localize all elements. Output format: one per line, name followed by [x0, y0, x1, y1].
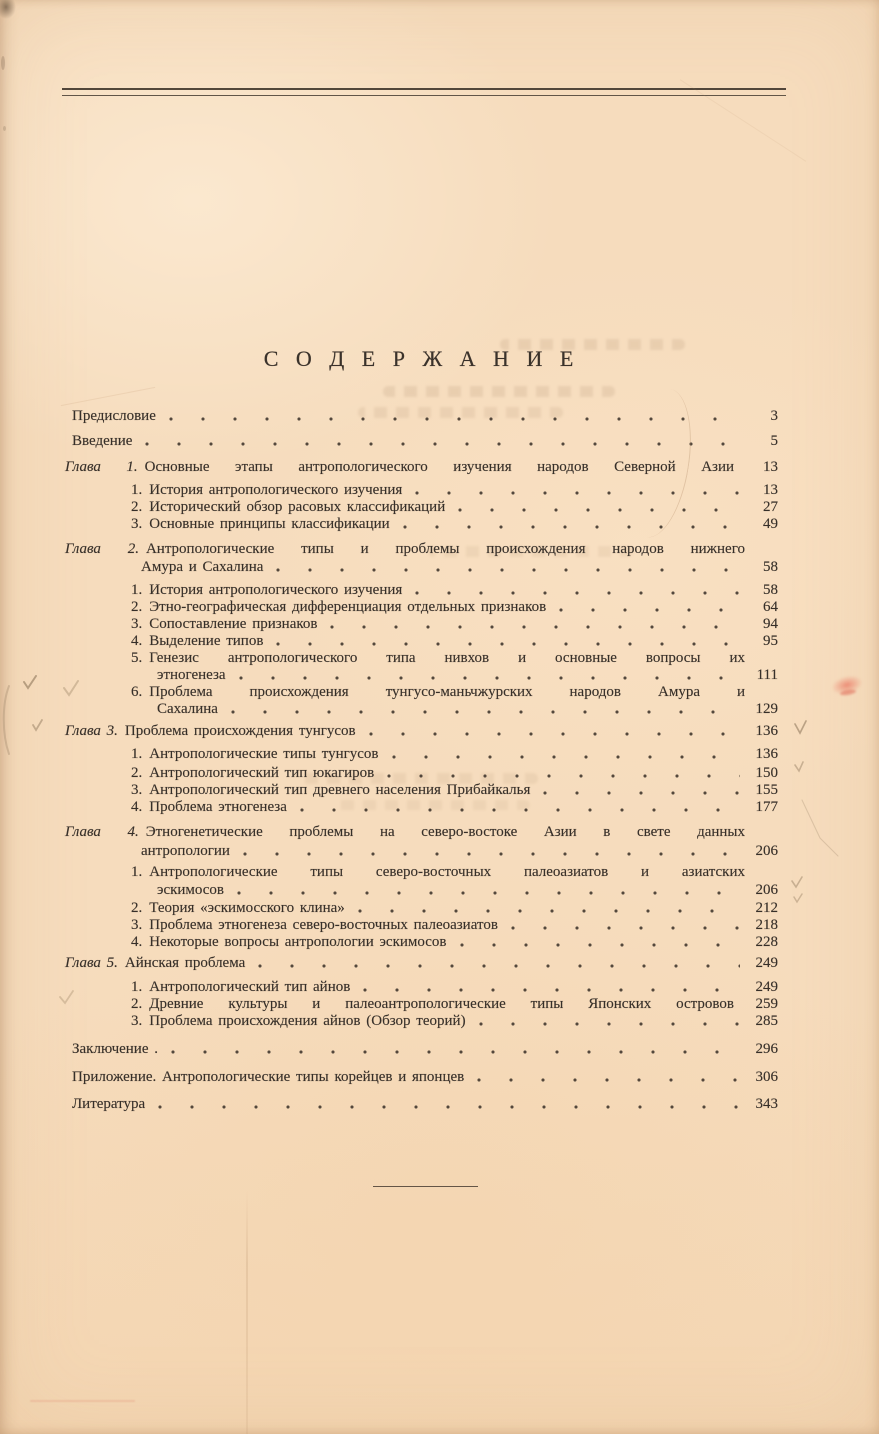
dot-leader — [239, 667, 740, 684]
toc-entry-text: Этногенетические проблемы на северо-востоке Азии в свете данных — [145, 824, 745, 840]
page-number: 228 — [755, 934, 778, 950]
pencil-paren-mark — [0, 684, 12, 756]
toc-entry — [65, 1069, 778, 1086]
page-number: 95 — [763, 633, 778, 649]
dot-leader — [511, 917, 740, 934]
toc-entry-text: Исторический обзор расовых классификаций — [149, 499, 446, 515]
toc-entry-label: 4. — [131, 934, 143, 950]
toc-entry-text: История антропологического изучения — [149, 582, 403, 598]
toc-entry-label: 3. — [131, 917, 143, 933]
page-number: 136 — [755, 723, 778, 739]
ink-bleed-artifact — [500, 339, 685, 350]
corner-stain — [0, 0, 16, 19]
toc-entry-label: 4. — [131, 799, 143, 815]
toc-entry — [65, 1096, 778, 1113]
faint-scratch — [30, 1400, 135, 1402]
toc-entry — [65, 701, 778, 718]
toc-entry-text: Антропологические типы северо-восточных палеоазиатов и азиатских — [149, 864, 745, 880]
toc-entry — [65, 979, 778, 996]
pencil-check-mark — [793, 761, 805, 773]
toc-entry — [65, 843, 778, 860]
dot-leader — [258, 955, 740, 972]
toc-entry-label: 3. — [131, 616, 143, 632]
toc-entry — [65, 782, 778, 799]
toc-entry — [65, 684, 778, 701]
toc-entry-text: Проблема происхождения тунгусо-маньчжурских народов Амура и — [149, 684, 745, 700]
toc-entry-label: 1. — [131, 746, 143, 762]
toc-entry-text: Генезис антропологического типа нивхов и основные вопросы их — [149, 650, 745, 666]
toc-entry-label: 1. — [131, 864, 143, 880]
toc-entry-label: 4. — [131, 633, 143, 649]
toc-entry-text: Этно-географическая дифференциация отдельных признаков — [149, 599, 547, 615]
paper-crease — [61, 387, 155, 406]
page-number: 136 — [755, 746, 778, 762]
page-number: 206 — [755, 882, 778, 898]
dot-leader — [403, 516, 740, 533]
toc-entry-label: Глава 2. — [65, 541, 139, 557]
toc-entry — [65, 599, 778, 616]
toc-entry-label: 2. — [131, 900, 143, 916]
toc-entry-text: Введение — [72, 433, 133, 449]
dot-leader — [387, 765, 740, 782]
page-number: 49 — [763, 516, 778, 532]
toc-entry-label: 5. — [131, 650, 143, 666]
toc-entry-label: 1. — [131, 979, 143, 995]
page-number: 306 — [755, 1069, 778, 1085]
dot-leader — [171, 1041, 740, 1058]
toc-entry-label: 2. — [131, 499, 143, 515]
dot-leader — [479, 1013, 740, 1030]
pencil-check-mark — [793, 720, 808, 735]
page-number: 249 — [755, 979, 778, 995]
toc-entry — [65, 667, 778, 684]
toc-entry — [65, 996, 778, 1013]
dot-leader — [276, 559, 740, 576]
page-title: С О Д Е Р Ж А Н И Е — [263, 346, 580, 371]
dot-leader — [363, 979, 740, 996]
toc-entry — [65, 559, 778, 576]
pencil-check-mark — [790, 876, 804, 889]
toc-entry-label: 1. — [131, 582, 143, 598]
toc-entry-text: Приложение. Антропологические типы корейцев и японцев — [72, 1069, 465, 1085]
pencil-check-mark — [62, 679, 80, 697]
toc-entry-label: 2. — [131, 765, 143, 781]
toc-entry-text: Антропологические типы и проблемы происхождения народов нижнего — [145, 541, 745, 557]
toc-entry-text: Основные принципы классификации — [149, 516, 390, 532]
toc-entry-label: 3. — [131, 516, 143, 532]
toc-entry — [65, 723, 778, 740]
pencil-check-mark — [792, 893, 804, 904]
page-number: 285 — [755, 1013, 778, 1029]
toc-entry — [65, 746, 778, 763]
page-number: 212 — [755, 900, 778, 916]
dot-leader — [243, 843, 740, 860]
dot-leader — [158, 1096, 740, 1113]
page-number: 343 — [755, 1096, 778, 1112]
header-double-rule — [62, 88, 786, 96]
toc-entry-text: Сахалина — [157, 701, 218, 717]
toc-entry-text: Теория «эскимосского клина» — [149, 900, 345, 916]
dot-leader — [392, 746, 740, 763]
edge-speck — [1, 56, 5, 70]
toc-entry-text: Проблема происхождения айнов (Обзор теорий) — [149, 1013, 466, 1029]
toc-entry-label: Глава 4. — [65, 824, 139, 840]
page-number: 296 — [755, 1041, 778, 1057]
dot-leader — [231, 701, 740, 718]
page-number: 27 — [763, 499, 778, 515]
page-number: 13 — [763, 482, 778, 498]
dot-leader — [415, 582, 740, 599]
toc-entry-text: Выделение типов — [149, 633, 264, 649]
dot-leader — [559, 599, 740, 616]
toc-entry-text: Некоторые вопросы антропологии эскимосов — [149, 934, 447, 950]
page-number: 3 — [770, 408, 778, 424]
ink-bleed-artifact — [383, 386, 615, 397]
toc-entry — [65, 864, 778, 881]
toc-entry — [65, 900, 778, 917]
dot-leader — [415, 482, 740, 499]
pencil-check-mark — [58, 990, 75, 1005]
dot-leader — [276, 633, 740, 650]
page-number: 58 — [763, 582, 778, 598]
pencil-check-mark — [31, 719, 44, 732]
toc-entry-label: 2. — [131, 599, 143, 615]
dot-leader — [458, 499, 740, 516]
toc-entry-text: Литература — [72, 1096, 146, 1112]
edge-speck — [3, 126, 6, 131]
toc-entry-text: антропологии — [141, 843, 230, 859]
toc-entry — [65, 882, 778, 899]
toc-entry — [65, 616, 778, 633]
page-number: 129 — [755, 701, 778, 717]
toc-entry-label: Глава 1. — [65, 459, 138, 475]
toc-entry-text: Проблема происхождения тунгусов — [124, 723, 356, 739]
page-number: 155 — [755, 782, 778, 798]
dot-leader — [543, 782, 740, 799]
toc-entry-label: Глава 3. — [65, 723, 118, 739]
toc-entry-text: Сопоставление признаков — [149, 616, 318, 632]
toc-entry-label: 3. — [131, 1013, 143, 1029]
toc-entry — [65, 541, 778, 558]
page-number: 13 — [763, 459, 778, 475]
end-rule — [373, 1186, 478, 1187]
toc-entry — [65, 1013, 778, 1030]
toc-entry-text: Проблема этногенеза северо-восточных палеоазиатов — [149, 917, 498, 933]
toc-entry — [65, 1041, 778, 1058]
toc-entry — [65, 955, 778, 972]
toc-entry-label: Глава 5. — [65, 955, 118, 971]
dot-leader — [358, 900, 740, 917]
toc-entry-text: История антропологического изучения — [149, 482, 403, 498]
page-number: 150 — [755, 765, 778, 781]
toc-entry — [65, 633, 778, 650]
toc-entry-label: 2. — [131, 996, 143, 1012]
page-number: 94 — [763, 616, 778, 632]
toc-entry — [65, 650, 778, 667]
toc-entry — [65, 765, 778, 782]
toc-entry — [65, 799, 778, 816]
page-number: 64 — [763, 599, 778, 615]
page-number: 5 — [770, 433, 778, 449]
page-number: 177 — [755, 799, 778, 815]
toc-entry — [65, 917, 778, 934]
dot-leader — [460, 934, 741, 951]
dot-leader — [477, 1069, 740, 1086]
toc-entry-text: Проблема этногенеза — [149, 799, 287, 815]
page-number: 259 — [755, 996, 778, 1012]
toc-entry-text: этногенеза — [157, 667, 226, 683]
toc-entry — [65, 934, 778, 951]
paper-crease — [246, 1190, 248, 1434]
dot-leader — [237, 882, 740, 899]
toc-entry-text: Предисловие — [72, 408, 156, 424]
pencil-scratch — [800, 798, 840, 858]
toc-entry-text: Айнская проблема — [124, 955, 246, 971]
toc-entry-text: Заключение . — [72, 1041, 158, 1057]
page-number: 58 — [763, 559, 778, 575]
dot-leader — [369, 723, 740, 740]
toc-entry-text: Антропологический тип айнов — [149, 979, 351, 995]
toc-entry-text: Древние культуры и палеоантропологические типы Японских островов — [149, 996, 734, 1012]
page-number: 206 — [755, 843, 778, 859]
page-number: 249 — [755, 955, 778, 971]
dot-leader — [330, 616, 740, 633]
toc-entry-text: Амура и Сахалина — [141, 559, 264, 575]
toc-entry-label: 1. — [131, 482, 143, 498]
dot-leader — [300, 799, 740, 816]
toc-entry-text: Основные этапы антропологического изучения народов Северной Азии — [144, 459, 735, 475]
page-number: 111 — [756, 667, 778, 683]
toc-entry-label: 6. — [131, 684, 143, 700]
toc-entry-text: эскимосов — [157, 882, 225, 898]
page-number: 218 — [755, 917, 778, 933]
toc-entry — [65, 582, 778, 599]
toc-entry — [65, 824, 778, 841]
toc-entry-text: Антропологические типы тунгусов — [149, 746, 379, 762]
toc-entry-label: 3. — [131, 782, 143, 798]
toc-entry-text: Антропологический тип юкагиров — [149, 765, 375, 781]
pencil-check-mark — [22, 674, 38, 690]
toc-entry-text: Антропологический тип древнего населения Прибайкалья — [149, 782, 531, 798]
